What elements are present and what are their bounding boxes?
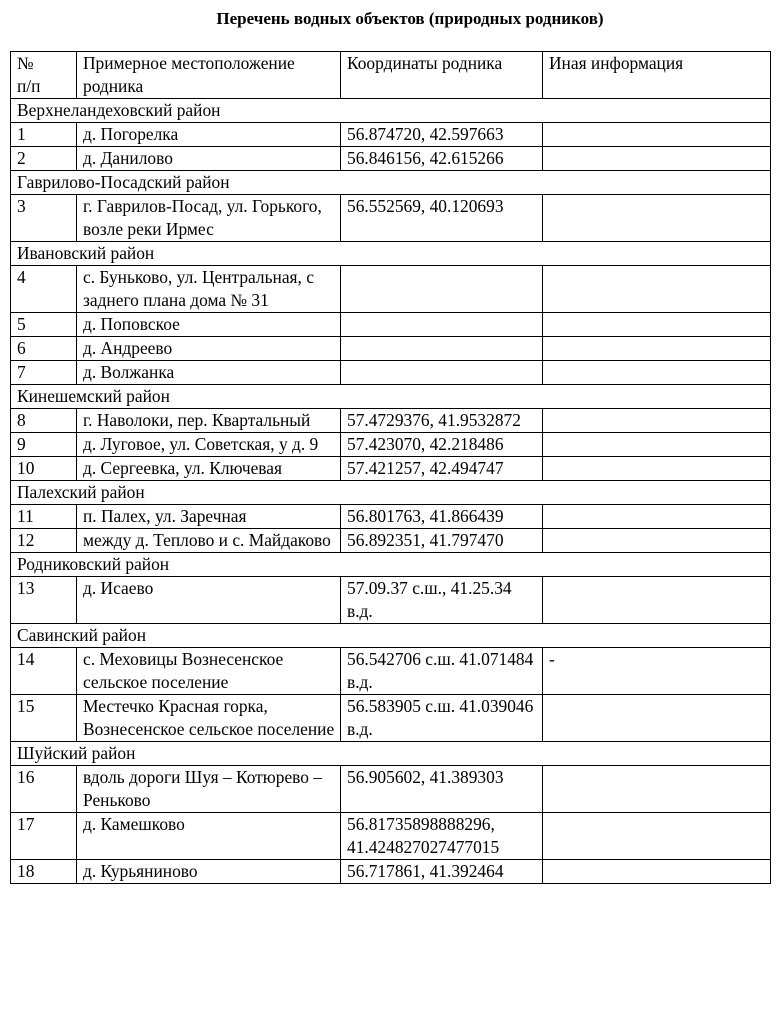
district-name: Палехский район bbox=[11, 481, 771, 505]
table-row bbox=[11, 313, 771, 337]
row-coordinates: 57.421257, 42.494747 bbox=[341, 457, 543, 481]
header-location bbox=[77, 52, 341, 99]
row-number: 9 bbox=[11, 433, 77, 457]
table-row bbox=[11, 337, 771, 361]
row-info bbox=[543, 195, 771, 242]
springs-table bbox=[10, 51, 771, 884]
row-location: Местечко Красная горка, Вознесенское сельское поселение bbox=[77, 695, 341, 742]
header-info-label: Иная информация bbox=[549, 53, 684, 73]
row-info bbox=[543, 313, 771, 337]
district-row bbox=[11, 742, 771, 766]
row-info bbox=[543, 860, 771, 884]
district-row bbox=[11, 553, 771, 577]
row-coordinates bbox=[341, 361, 543, 385]
row-location: д. Погорелка bbox=[77, 123, 341, 147]
row-coordinates: 56.892351, 41.797470 bbox=[341, 529, 543, 553]
row-number: 6 bbox=[11, 337, 77, 361]
row-coordinates: 57.423070, 42.218486 bbox=[341, 433, 543, 457]
table-row bbox=[11, 409, 771, 433]
row-coordinates: 56.905602, 41.389303 bbox=[341, 766, 543, 813]
table-row bbox=[11, 195, 771, 242]
row-location: вдоль дороги Шуя – Котюрево – Реньково bbox=[77, 766, 341, 813]
table-row bbox=[11, 361, 771, 385]
row-number: 16 bbox=[11, 766, 77, 813]
row-coordinates: 56.874720, 42.597663 bbox=[341, 123, 543, 147]
row-coordinates: 56.552569, 40.120693 bbox=[341, 195, 543, 242]
row-number: 14 bbox=[11, 648, 77, 695]
row-info bbox=[543, 695, 771, 742]
row-info bbox=[543, 813, 771, 860]
table-row bbox=[11, 457, 771, 481]
row-number: 17 bbox=[11, 813, 77, 860]
row-coordinates: 56.846156, 42.615266 bbox=[341, 147, 543, 171]
header-num bbox=[11, 52, 77, 99]
row-number: 1 bbox=[11, 123, 77, 147]
table-header-row bbox=[11, 52, 771, 99]
row-info bbox=[543, 266, 771, 313]
district-row bbox=[11, 242, 771, 266]
row-coordinates bbox=[341, 266, 543, 313]
row-coordinates: 57.4729376, 41.9532872 bbox=[341, 409, 543, 433]
row-number: 3 bbox=[11, 195, 77, 242]
row-coordinates: 56.717861, 41.392464 bbox=[341, 860, 543, 884]
row-location: д. Курьяниново bbox=[77, 860, 341, 884]
district-name: Кинешемский район bbox=[11, 385, 771, 409]
table-row bbox=[11, 266, 771, 313]
row-info bbox=[543, 123, 771, 147]
row-number: 2 bbox=[11, 147, 77, 171]
table-row bbox=[11, 577, 771, 624]
row-number: 5 bbox=[11, 313, 77, 337]
row-location: п. Палех, ул. Заречная bbox=[77, 505, 341, 529]
table-body bbox=[11, 99, 771, 884]
table-row bbox=[11, 123, 771, 147]
row-info bbox=[543, 577, 771, 624]
row-number: 8 bbox=[11, 409, 77, 433]
row-coordinates: 56.583905 с.ш. 41.039046 в.д. bbox=[341, 695, 543, 742]
district-name: Шуйский район bbox=[11, 742, 771, 766]
row-location: д. Волжанка bbox=[77, 361, 341, 385]
header-info bbox=[543, 52, 771, 99]
row-coordinates bbox=[341, 313, 543, 337]
row-location: д. Поповское bbox=[77, 313, 341, 337]
row-info bbox=[543, 505, 771, 529]
row-info bbox=[543, 457, 771, 481]
row-coordinates: 56.542706 с.ш. 41.071484 в.д. bbox=[341, 648, 543, 695]
row-location: с. Буньково, ул. Центральная, с заднего плана дома № 31 bbox=[77, 266, 341, 313]
district-row bbox=[11, 171, 771, 195]
row-info bbox=[543, 361, 771, 385]
row-info bbox=[543, 529, 771, 553]
row-info bbox=[543, 337, 771, 361]
district-name: Ивановский район bbox=[11, 242, 771, 266]
table-row bbox=[11, 860, 771, 884]
row-info bbox=[543, 766, 771, 813]
district-row bbox=[11, 624, 771, 648]
row-coordinates bbox=[341, 337, 543, 361]
row-number: 4 bbox=[11, 266, 77, 313]
row-location: д. Исаево bbox=[77, 577, 341, 624]
row-location: д. Андреево bbox=[77, 337, 341, 361]
row-number: 13 bbox=[11, 577, 77, 624]
district-name: Гаврилово-Посадский район bbox=[11, 171, 771, 195]
row-location: д. Камешково bbox=[77, 813, 341, 860]
table-row bbox=[11, 648, 771, 695]
row-coordinates: 57.09.37 с.ш., 41.25.34 в.д. bbox=[341, 577, 543, 624]
district-row bbox=[11, 481, 771, 505]
row-number: 11 bbox=[11, 505, 77, 529]
row-location: г. Гаврилов-Посад, ул. Горького, возле реки Ирмес bbox=[77, 195, 341, 242]
page-title: Перечень водных объектов (природных родников) bbox=[216, 9, 604, 28]
district-name: Савинский район bbox=[11, 624, 771, 648]
district-row bbox=[11, 99, 771, 123]
header-coords bbox=[341, 52, 543, 99]
row-location: д. Сергеевка, ул. Ключевая bbox=[77, 457, 341, 481]
row-location: д. Данилово bbox=[77, 147, 341, 171]
row-location: г. Наволоки, пер. Квартальный bbox=[77, 409, 341, 433]
row-number: 10 bbox=[11, 457, 77, 481]
row-info bbox=[543, 147, 771, 171]
row-info bbox=[543, 409, 771, 433]
row-location: с. Меховицы Вознесенское сельское поселение bbox=[77, 648, 341, 695]
table-row bbox=[11, 433, 771, 457]
header-num-label: № п/п bbox=[17, 53, 41, 96]
table-row bbox=[11, 505, 771, 529]
row-location: между д. Теплово и с. Майдаково bbox=[77, 529, 341, 553]
table-row bbox=[11, 695, 771, 742]
header-coords-label: Координаты родника bbox=[347, 53, 503, 73]
row-coordinates: 56.801763, 41.866439 bbox=[341, 505, 543, 529]
row-number: 7 bbox=[11, 361, 77, 385]
row-coordinates: 56.81735898888296, 41.424827027477015 bbox=[341, 813, 543, 860]
table-row bbox=[11, 813, 771, 860]
table-row bbox=[11, 766, 771, 813]
row-number: 15 bbox=[11, 695, 77, 742]
table-row bbox=[11, 529, 771, 553]
district-name: Родниковский район bbox=[11, 553, 771, 577]
row-info bbox=[543, 433, 771, 457]
district-name: Верхнеландеховский район bbox=[11, 99, 771, 123]
row-number: 18 bbox=[11, 860, 77, 884]
table-row bbox=[11, 147, 771, 171]
row-info: - bbox=[543, 648, 771, 695]
row-number: 12 bbox=[11, 529, 77, 553]
row-location: д. Луговое, ул. Советская, у д. 9 bbox=[77, 433, 341, 457]
district-row bbox=[11, 385, 771, 409]
header-location-label: Примерное местоположение родника bbox=[83, 53, 295, 96]
